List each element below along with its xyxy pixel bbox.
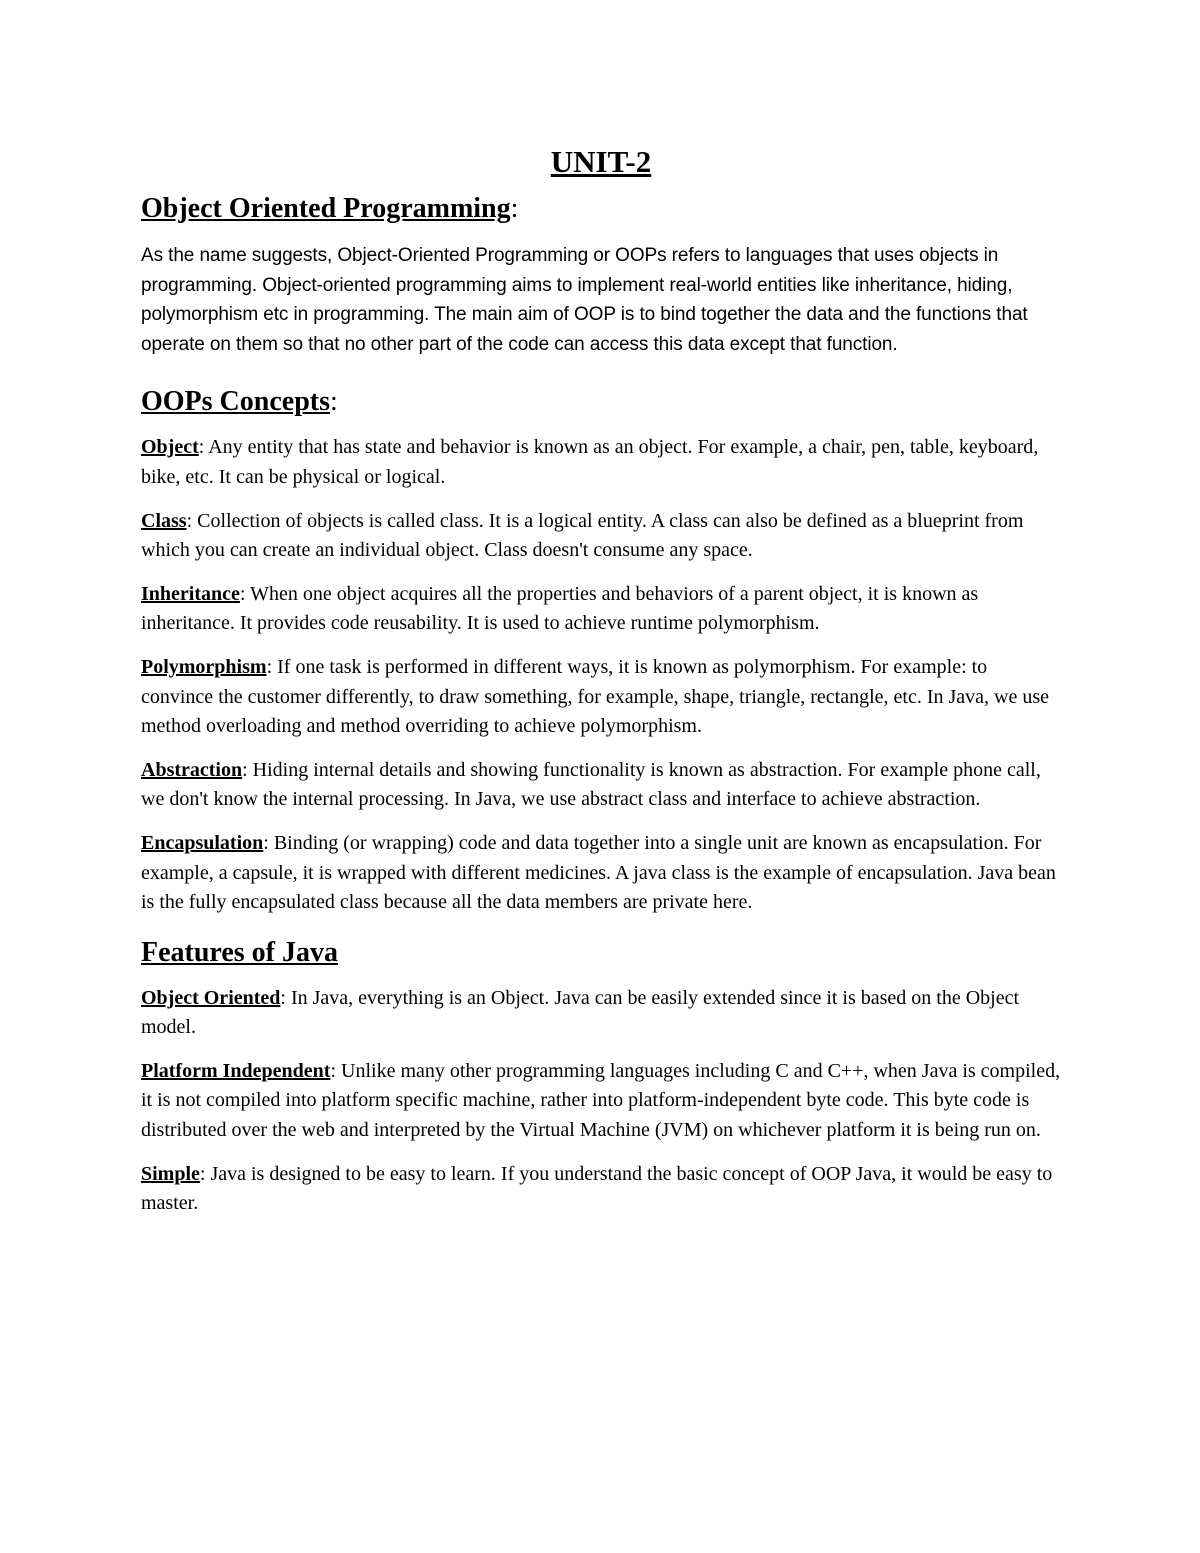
concept-term: Encapsulation [141,831,264,854]
feature-term: Platform Independent [141,1059,331,1082]
concept-object [141,433,1061,492]
heading-oop-text: Object Oriented Programming [141,193,511,224]
concept-definition: : Hiding internal details and showing functionality is known as abstraction. For example phone call, we don't know the internal processing. In Java, we use abstract class and interface to achieve abstraction. [141,758,1041,811]
heading-oop [141,190,1061,228]
page-content [141,142,1061,1233]
feature-definition: : In Java, everything is an Object. Java can be easily extended since it is based on the Object model. [141,986,1020,1039]
concept-term: Inheritance [141,582,240,605]
concept-encapsulation [141,829,1061,918]
unit-title: UNIT-2 [550,144,652,179]
concept-abstraction [141,756,1061,815]
feature-platform-independent [141,1057,1061,1146]
concept-definition: : When one object acquires all the properties and behaviors of a parent object, it is known as inheritance. It provides code reusability. It is used to achieve runtime polymorphism. [141,582,979,635]
concept-class [141,507,1061,566]
feature-term: Simple [141,1162,200,1185]
concept-term: Abstraction [141,758,243,781]
concept-definition: : If one task is performed in different ways, it is known as polymorphism. For example: to convince the customer differently, to draw something, for example, shape, triangle, rectangle, etc. In Java, we use method overloading and method overriding to achieve polymorphism. [141,655,1049,738]
heading-features-of-java [141,934,1061,972]
feature-definition: : Unlike many other programming languages including C and C++, when Java is compiled, it is not compiled into platform specific machine, rather into platform-independent byte code. This byte code is distributed over the web and interpreted by the Virtual Machine (JVM) on whichever platform it is being run on. [141,1059,1061,1142]
concept-definition: : Any entity that has state and behavior is known as an object. For example, a chair, pen, table, keyboard, bike, etc. It can be physical or logical. [141,436,1039,488]
feature-definition: : Java is designed to be easy to learn. If you understand the basic concept of OOP Java, it would be easy to master. [141,1162,1053,1215]
heading-features-text: Features of Java [141,936,338,968]
concept-definition: : Collection of objects is called class. It is a logical entity. A class can also be defined as a blueprint from which you can create an individual object. Class doesn't consume any space. [141,509,1024,562]
oop-intro-paragraph: As the name suggests, Object-Oriented Programming or OOPs refers to languages that uses objects in programming. Object-oriented programming aims to implement real-world entities like inheritance, hiding, polymorphism etc in programming. The main aim of OOP is to bind together the data and the functions that operate on them so that no other part of the code can access this data except that function. [141,245,1028,355]
concept-definition: : Binding (or wrapping) code and data together into a single unit are known as encapsulation. For example, a capsule, it is wrapped with different medicines. A java class is the example of encapsulation. Java bean is the fully encapsulated class because all the data members are private here. [141,831,1056,914]
feature-term: Object Oriented [141,986,281,1009]
heading-oops-concepts [141,383,1061,421]
concept-term: Class [141,509,187,532]
heading-oop-colon: : [510,193,519,224]
concept-inheritance [141,580,1061,639]
heading-oops-concepts-colon: : [330,386,338,418]
feature-simple [141,1160,1061,1219]
feature-object-oriented [141,984,1061,1043]
concept-polymorphism [141,653,1061,742]
concept-term: Polymorphism [141,655,267,678]
heading-oops-concepts-text: OOPs Concepts [141,386,330,418]
concept-term: Object [141,436,199,459]
